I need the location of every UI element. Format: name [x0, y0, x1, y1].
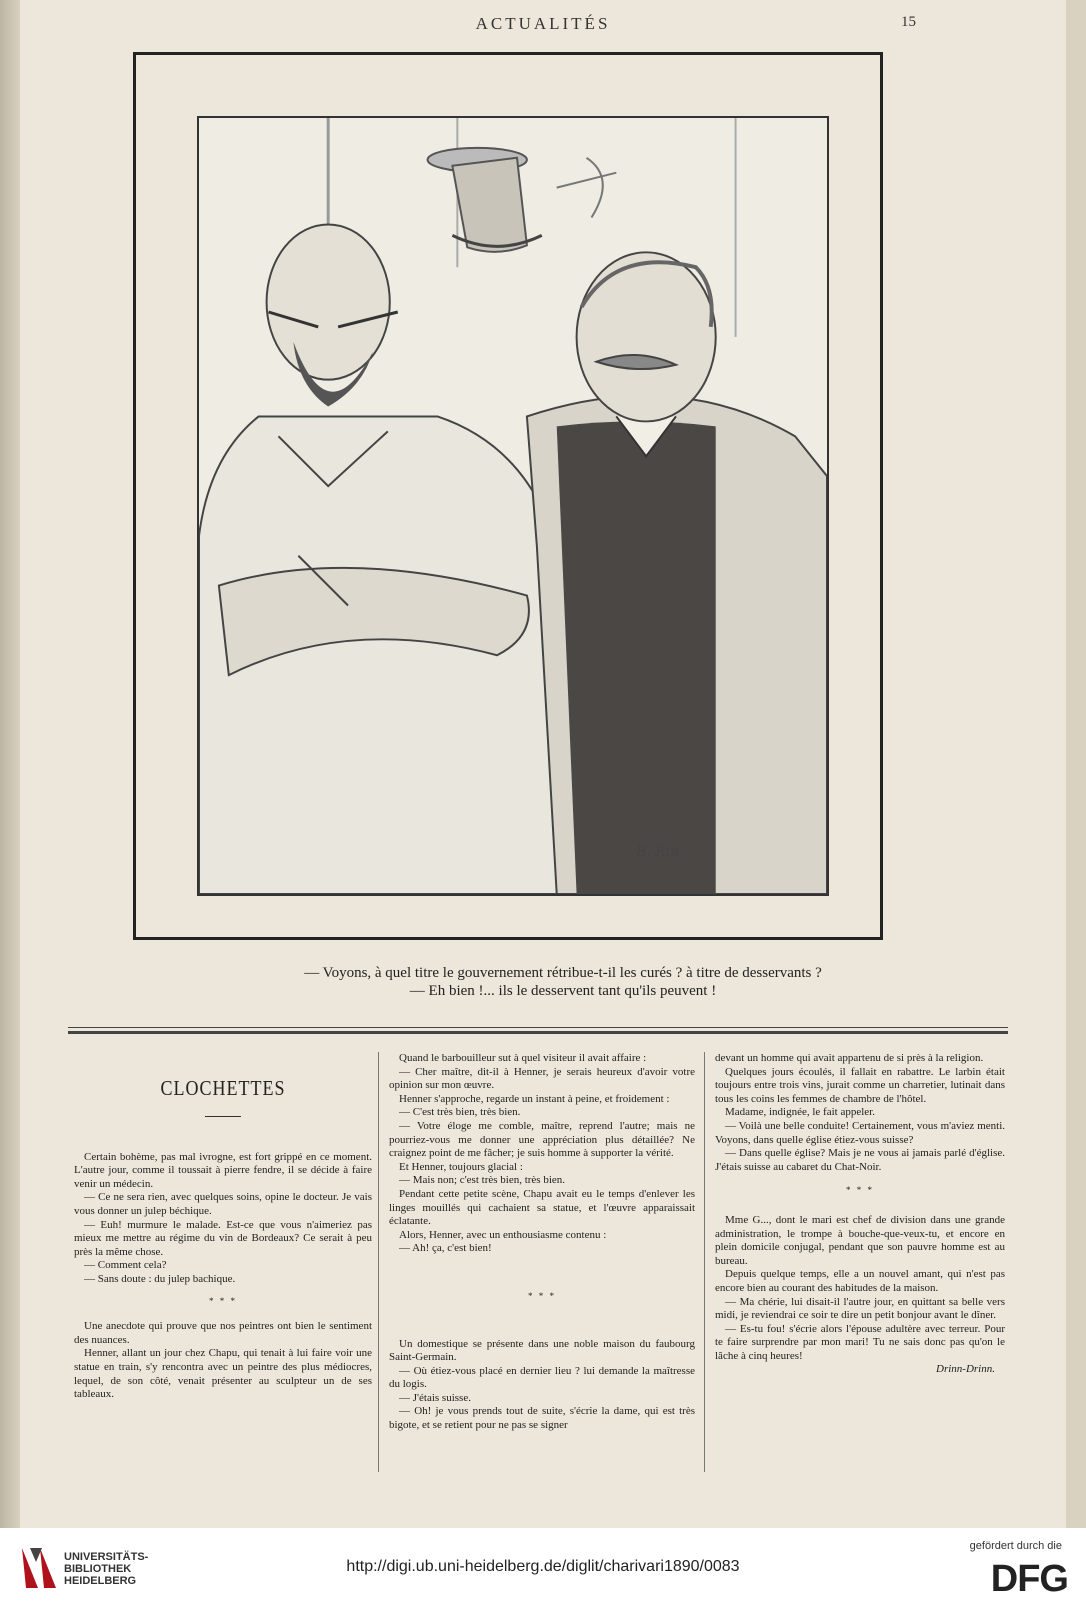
author-signature: Drinn-Drinn.	[936, 1363, 995, 1376]
newspaper-page	[20, 0, 1066, 1528]
paragraph: Alors, Henner, avec un enthousiasme contenu :	[399, 1228, 607, 1241]
section-rule-thick	[68, 1031, 1008, 1034]
paragraph: — Sans doute : du julep bachique.	[84, 1272, 236, 1285]
paragraph: — C'est très bien, très bien.	[399, 1106, 521, 1119]
article-title: CLOCHETTES	[160, 1075, 286, 1100]
paragraph: Mme G..., dont le mari est chef de division dans une grande administration, le trompe à bouche-que-veux-tu, et encore en plein domicile conjugal, pendant que son pauvre homme est au bureau.	[715, 1213, 1005, 1267]
paragraph: — Euh! murmure le malade. Est-ce que vous n'aimeriez pas mieux me mettre au régime du vin de Bordeaux? Ce serait à peu près la même chose.	[74, 1218, 372, 1258]
source-url-link[interactable]: http://digi.ub.uni-heidelberg.de/diglit/charivari1890/0083	[346, 1558, 740, 1575]
funding-label: gefördert durch die	[969, 1540, 1062, 1552]
adjacent-page-edge	[0, 0, 20, 1528]
paragraph: Un domestique se présente dans une noble maison du faubourg Saint-Germain.	[389, 1337, 695, 1364]
article-column-1	[74, 1052, 372, 1402]
paragraph: Une anecdote qui prouve que nos peintres ont bien le sentiment des nuances.	[74, 1320, 372, 1346]
illustration-frame	[133, 52, 883, 940]
section-rule-thin	[68, 1027, 1008, 1028]
paragraph: Certain bohème, pas mal ivrogne, est fort grippé en ce moment. L'autre jour, comme il toussait à pierre fendre, il se décide à faire venir un médecin.	[74, 1150, 372, 1190]
institution-name: UNIVERSITÄTS- BIBLIOTHEK HEIDELBERG	[64, 1551, 149, 1587]
paragraph: Quelques jours écoulés, il fallait en rabattre. Le larbin était toujours entre trois vins, jurait comme un charretier, lutinait dans tous les coins les femmes de chambre de l'hôtel.	[715, 1065, 1005, 1105]
paragraph: Henner, allant un jour chez Chapu, qui tenait à lui faire voir une statue en train, s'y rencontra avec un peintre des plus médiocres, lequel, de son côté, venait présenter au sculpteur un de ses tableaux.	[74, 1347, 372, 1401]
paragraph: Madame, indignée, le fait appeler.	[725, 1106, 875, 1119]
page-header: ACTUALITÉS	[475, 14, 611, 33]
asterism: * * *	[209, 1295, 237, 1306]
paragraph: — Dans quelle église? Mais je ne vous ai jamais parlé d'église. J'étais suisse au cabaret du Chat-Noir.	[715, 1147, 1005, 1173]
asterism: * * *	[528, 1290, 556, 1301]
paragraph: — J'étais suisse.	[399, 1391, 471, 1404]
article-column-2	[378, 1052, 695, 1472]
paragraph: Henner s'approche, regarde un instant à peine, et froidement :	[399, 1092, 670, 1105]
page-number: 15	[901, 14, 916, 30]
paragraph: — Cher maître, dit-il à Henner, je serais heureux d'avoir votre opinion sur mon œuvre.	[389, 1065, 695, 1092]
illustration-caption	[20, 964, 1066, 1000]
paragraph: — Mais non; c'est très bien, très bien.	[399, 1174, 566, 1187]
paragraph: — Oh! je vous prends tout de suite, s'écrie la dame, qui est très bigote, et se retient pour ne pas se signer	[389, 1405, 695, 1432]
dfg-logo: DFG	[990, 1558, 1068, 1600]
title-rule	[205, 1116, 241, 1117]
caricature-drawing	[199, 118, 827, 894]
paragraph: Depuis quelque temps, elle a un nouvel amant, qui n'est pas encore bien au courant des habitudes de la maison.	[715, 1268, 1005, 1294]
illustration	[197, 116, 829, 896]
article-column-3	[704, 1052, 1005, 1472]
paragraph: — Ah! ça, c'est bien!	[399, 1242, 492, 1255]
paragraph: — Ce ne sera rien, avec quelques soins, opine le docteur. Je vais vous donner un julep béchique.	[74, 1191, 372, 1217]
paragraph: — Voilà une belle conduite! Certainement, vous m'aviez menti. Voyons, dans quelle église étiez-vous suisse?	[715, 1119, 1005, 1146]
paragraph: — Ma chérie, lui disait-il l'autre jour, en quittant sa belle vers midi, je reviendrai ce soir te dire un petit bonjour avant le dîner.	[715, 1295, 1005, 1322]
paragraph: Et Henner, toujours glacial :	[399, 1160, 523, 1173]
caption-line-1: — Voyons, à quel titre le gouvernement rétribue-t-il les curés ? à titre de desservants ?	[304, 965, 822, 981]
paragraph: — Comment cela?	[84, 1259, 167, 1272]
paragraph: Pendant cette petite scène, Chapu avait eu le temps d'enlever les linges mouillés qui cachaient sa statue, et l'œuvre apparaissait éclatante.	[389, 1187, 695, 1228]
caption-line-2: — Eh bien !... ils le desservent tant qu'ils peuvent !	[409, 983, 717, 999]
paragraph: — Es-tu fou! s'écrie alors l'épouse adultère avec terreur. Pour te faire surprendre par mon mari! Tu ne sais donc pas qu'on le lâche à cinq heures!	[715, 1322, 1005, 1362]
paragraph: devant un homme qui avait appartenu de si près à la religion.	[715, 1052, 984, 1064]
paragraph: — Où étiez-vous placé en dernier lieu ? lui demande la maîtresse du logis.	[389, 1364, 695, 1391]
paragraph: Quand le barbouilleur sut à quel visiteur il avait affaire :	[399, 1052, 647, 1064]
asterism: * * *	[846, 1185, 874, 1196]
footer-bar	[0, 1528, 1086, 1611]
artist-signature: B. Rin	[636, 844, 680, 861]
paragraph: — Votre éloge me comble, maître, reprend l'autre; mais ne pourriez-vous me donner une appréciation plus détaillée? Ne craignez point de me fâcher; je suis homme à supporter la vérité.	[389, 1119, 695, 1160]
